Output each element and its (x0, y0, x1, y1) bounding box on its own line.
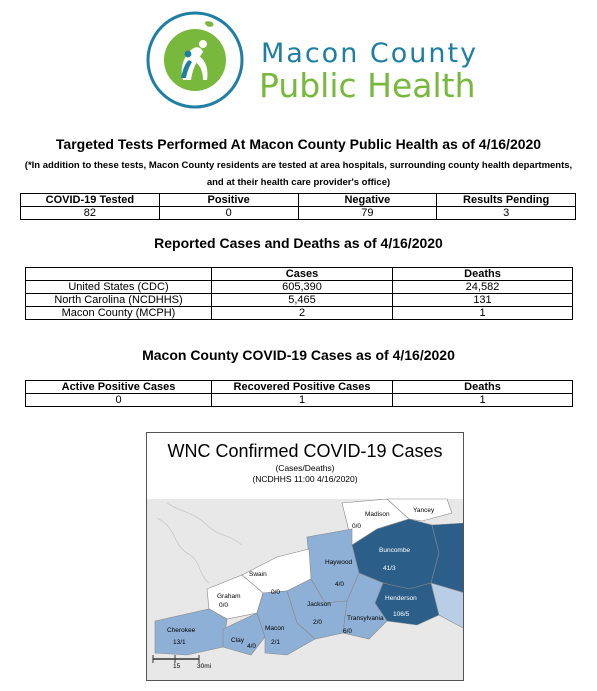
value-recovered: 1 (212, 394, 393, 407)
scale-label-30mi: 30mi (197, 663, 212, 670)
county-value-cherokee: 13/1 (173, 639, 186, 646)
county-value-madison: 0/0 (352, 523, 362, 530)
tests-heading: Targeted Tests Performed At Macon County Public Health as of 4/16/2020 (55, 136, 542, 152)
macon-public-health-logo (143, 10, 479, 112)
row-deaths: 1 (393, 307, 573, 320)
table-row (26, 294, 573, 307)
header-negative: Negative (298, 194, 437, 207)
cases-deaths-heading: Reported Cases and Deaths as of 4/16/2020 (154, 235, 443, 251)
header-recovered: Recovered Positive Cases (212, 381, 393, 394)
county-value-henderson: 106/5 (393, 611, 410, 618)
header-active: Active Positive Cases (26, 381, 212, 394)
row-cases: 2 (212, 307, 393, 320)
wnc-map (146, 432, 464, 681)
header-positive: Positive (159, 194, 298, 207)
header-deaths: Deaths (393, 381, 573, 394)
row-deaths: 131 (393, 294, 573, 307)
row-deaths: 24,582 (393, 281, 573, 294)
header-tested: COVID-19 Tested (21, 194, 160, 207)
org-name-line1: Macon County (261, 38, 479, 69)
county-value-transylvania: 6/0 (343, 628, 353, 635)
value-active: 0 (26, 394, 212, 407)
row-cases: 605,390 (212, 281, 393, 294)
value-pending: 3 (437, 207, 576, 220)
org-name-line2: Public Health (259, 66, 476, 105)
header-pending: Results Pending (437, 194, 576, 207)
table-header-row (26, 268, 573, 281)
county-label-graham: Graham (217, 593, 241, 600)
table-row (26, 281, 573, 294)
header-cases: Cases (212, 268, 393, 281)
county-label-jackson: Jackson (307, 601, 331, 608)
county-label-buncombe: Buncombe (379, 547, 411, 554)
table-row (26, 394, 573, 407)
logo-seal-icon (143, 10, 253, 112)
county-value-buncombe: 41/3 (383, 565, 396, 572)
county-label-henderson: Henderson (385, 595, 417, 602)
table-row (21, 207, 576, 220)
table-header-row (26, 381, 573, 394)
county-label-macon: Macon (265, 625, 285, 632)
row-cases: 5,465 (212, 294, 393, 307)
county-table (25, 380, 573, 407)
county-label-haywood: Haywood (325, 559, 353, 566)
value-tested: 82 (21, 207, 160, 220)
map-title: WNC Confirmed COVID-19 Cases (167, 441, 443, 461)
county-heading: Macon County COVID-19 Cases as of 4/16/2020 (142, 347, 455, 363)
value-negative: 79 (298, 207, 437, 220)
header-deaths: Deaths (393, 268, 573, 281)
tests-note: (*In addition to these tests, Macon County residents are tested at area hospitals, surrounding county health departments, and at their health care provider's office) (24, 160, 573, 188)
header-blank (26, 268, 212, 281)
county-value-clay: 4/0 (247, 643, 257, 650)
county-label-swain: Swain (249, 571, 267, 578)
row-label: North Carolina (NCDHHS) (26, 294, 212, 307)
value-deaths: 1 (393, 394, 573, 407)
tests-table (20, 193, 576, 220)
map-source: (NCDHHS 11:00 4/16/2020) (252, 474, 358, 484)
row-label: United States (CDC) (26, 281, 212, 294)
county-label-cherokee: Cherokee (167, 627, 196, 634)
county-value-haywood: 4/0 (335, 581, 345, 588)
county-value-graham: 0/0 (219, 602, 229, 609)
map-subtitle: (Cases/Deaths) (275, 463, 335, 473)
county-label-madison: Madison (365, 511, 390, 518)
value-positive: 0 (159, 207, 298, 220)
cases-deaths-table (25, 267, 573, 320)
county-value-jackson: 2/0 (313, 619, 323, 626)
county-label-transylvania: Transylvania (347, 615, 384, 622)
scale-label-15: 15 (173, 663, 181, 670)
table-row (26, 307, 573, 320)
county-value-swain: 0/0 (271, 589, 281, 596)
county-value-macon: 2/1 (271, 639, 281, 646)
table-header-row (21, 194, 576, 207)
county-label-clay: Clay (231, 637, 245, 644)
row-label: Macon County (MCPH) (26, 307, 212, 320)
county-label-yancey: Yancey (413, 507, 435, 514)
